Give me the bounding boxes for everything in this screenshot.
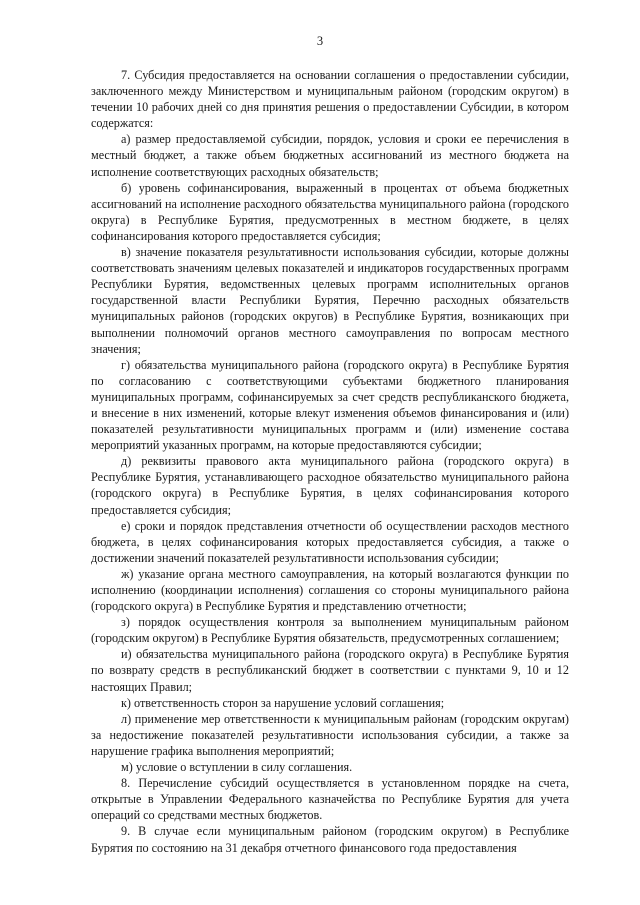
paragraph-9: 9. В случае если муниципальным районом (городским округом) в Республике Бурятия по состоянию на 31 декабря отчетного финансового года предоставления — [91, 824, 569, 855]
paragraph-7: 7. Субсидия предоставляется на основании соглашения о предоставлении субсидии, заключенного между Министерством и муниципальным районом (городским округом) в течении 10 рабочих дней со дня принятия решения о предоставлении Субсидии, в котором содержатся: — [91, 68, 569, 131]
subitem-b: б) уровень софинансирования, выраженный в процентах от объема бюджетных ассигнований на исполнение расходного обязательства муниципального района (городского округа) в Республике Бурятия, предусмотренных в местном бюджете, в целях софинансирования которого предоставляется субсидия; — [91, 180, 569, 243]
subitem-v: в) значение показателя результативности использования субсидии, которые должны соответствовать значениям целевых показателей и индикаторов государственных программ Республики Бурятия, ведомственных целевых программ исполнительных органов государственной власти Республики Бурятия, Перечню расходных обязательств муниципальных районов (городских округов) в Республике Бурятия, возникающих при выполнении полномочий органов местного самоуправления по вопросам местного значения; — [91, 245, 569, 356]
subitem-z: з) порядок осуществления контроля за выполнением муниципальным районом (городским округом) в Республике Бурятия обязательств, предусмотренных соглашением; — [91, 615, 569, 646]
document-body — [91, 67, 569, 856]
subitem-a: а) размер предоставляемой субсидии, порядок, условия и сроки ее перечисления в местный бюджет, а также объем бюджетных ассигнований из местного бюджета на исполнение соответствующих расходных обязательств; — [91, 132, 569, 179]
subitem-i: и) обязательства муниципального района (городского округа) в Республике Бурятия по возврату средств в республиканский бюджет в соответствии с пунктами 9, 10 и 12 настоящих Правил; — [91, 647, 569, 694]
subitem-k: к) ответственность сторон за нарушение условий соглашения; — [121, 695, 445, 710]
paragraph-8: 8. Перечисление субсидий осуществляется в установленном порядке на счета, открытые в Управлении Федерального казначейства по Республике Бурятия для учета операций со средствами местных бюджетов. — [91, 776, 569, 823]
page-number: 3 — [316, 34, 324, 48]
subitem-zh: ж) указание органа местного самоуправления, на который возлагаются функции по исполнению (координации исполнения) соглашения со стороны муниципального района (городского округа) в Республике Бурятия и представлению отчетности; — [91, 566, 569, 614]
subitem-d: д) реквизиты правового акта муниципального района (городского округа) в Республике Бурятия, устанавливающего расходное обязательство муниципального района (городского округа) в Республике Бурятия, в целях софинансирования которого предоставляется субсидия; — [91, 454, 569, 517]
subitem-e: е) сроки и порядок представления отчетности об осуществлении расходов местного бюджета, в целях софинансирования которых предоставляется субсидия, а также о достижении значений показателей результативности использования субсидии; — [91, 518, 569, 565]
subitem-g: г) обязательства муниципального района (городского округа) в Республике Бурятия по согласованию с соответствующими субъектами бюджетного планирования муниципальных программ, софинансируемых за счет средств республиканского бюджета, и внесение в них изменений, которые влекут изменения объемов финансирования и (или) показателей результативности муниципальных программ и (или) изменение состава мероприятий указанных программ, на которые предоставляются субсидии; — [91, 357, 569, 453]
subitem-m: м) условие о вступлении в силу соглашения. — [121, 760, 353, 775]
subitem-l: л) применение мер ответственности к муниципальным районам (городским округам) за недостижение показателей результативности использования субсидии, а также за нарушение графика выполнения мероприятий; — [91, 711, 569, 758]
